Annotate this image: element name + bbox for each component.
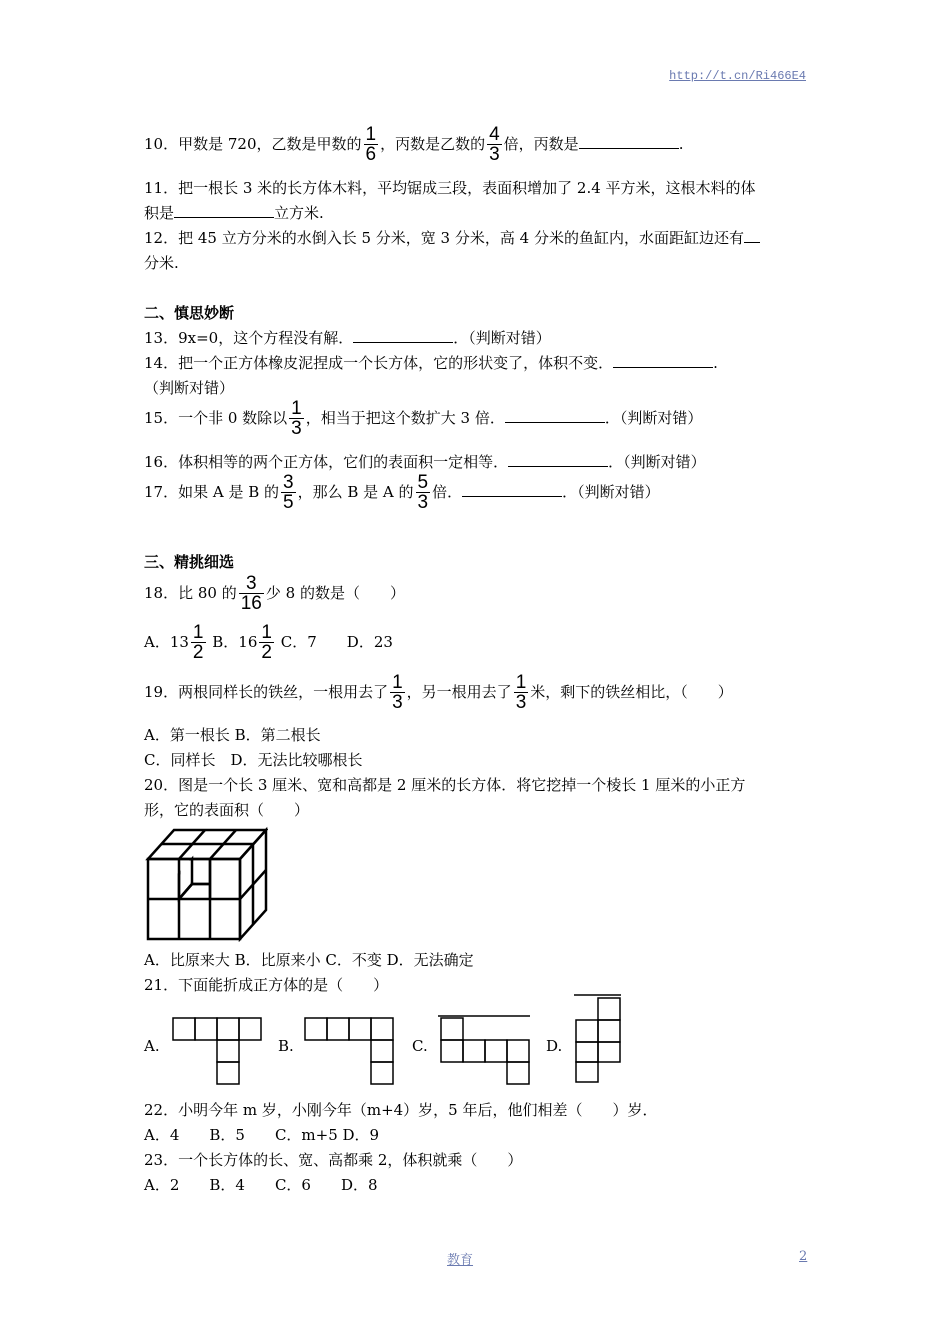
option-a[interactable]: A．13	[144, 633, 189, 651]
fraction-1-2	[259, 624, 274, 662]
q16-text-b: ．（判断对错）	[608, 453, 706, 471]
fraction-1-2	[191, 624, 206, 662]
question-21: 21．下面能折成正方体的是（ ）	[144, 976, 389, 994]
fraction-1-3	[390, 674, 405, 712]
question-19-options-2[interactable]: C．同样长 D．无法比较哪根长	[144, 751, 363, 769]
answer-blank[interactable]	[579, 134, 679, 149]
option-a-label[interactable]: A.	[144, 1037, 160, 1055]
question-15	[144, 400, 702, 438]
q19-text-b: ，另一根用去了	[406, 683, 512, 701]
numerator: 1	[192, 622, 204, 643]
option-b-label[interactable]: B.	[278, 1037, 294, 1055]
q17-text-d: ．（判断对错）	[562, 483, 660, 501]
answer-blank[interactable]	[505, 408, 605, 423]
fraction-1-3	[514, 674, 529, 712]
q14-text-a: 14．把一个正方体橡皮泥捏成一个长方体，它的形状变了，体积不变．	[144, 354, 614, 372]
fraction-1-6	[364, 126, 379, 164]
denominator: 3	[489, 144, 500, 165]
question-14-line-1	[144, 353, 718, 373]
denominator: 3	[392, 692, 403, 713]
question-23-options[interactable]: A．2 B．4 C．6 D．8	[144, 1176, 378, 1194]
question-19-options-1[interactable]: A．第一根长 B．第二根长	[144, 726, 321, 744]
fraction-4-3	[487, 126, 502, 164]
denominator: 2	[192, 642, 204, 663]
denominator: 6	[365, 144, 377, 165]
answer-blank[interactable]	[508, 452, 608, 467]
cube-net-option-a[interactable]	[172, 1017, 264, 1085]
numerator: 3	[246, 573, 257, 594]
question-23: 23．一个长方体的长、宽、高都乘 2，体积就乘（ ）	[144, 1151, 523, 1169]
q15-text-a: 15．一个非 0 数除以	[144, 409, 288, 427]
question-17	[144, 474, 660, 512]
question-22-options[interactable]: A．4 B．5 C．m+5 D．9	[144, 1126, 380, 1144]
q11-text-b: 立方米.	[274, 204, 324, 222]
question-11-line-2	[144, 203, 324, 223]
answer-blank[interactable]	[744, 228, 760, 243]
options-c-d[interactable]: C．7 D．23	[280, 633, 393, 651]
q14-text-b: .	[713, 354, 718, 372]
denominator: 3	[515, 692, 527, 713]
section-2-title: 二、慎思妙断	[144, 304, 235, 322]
numerator: 1	[365, 124, 377, 145]
page-number: 2	[799, 1249, 808, 1264]
numerator: 1	[261, 622, 272, 643]
denominator: 16	[240, 593, 262, 614]
numerator: 3	[283, 472, 294, 493]
numerator: 5	[417, 472, 429, 493]
cube-net-option-b[interactable]	[304, 1017, 398, 1085]
fraction-5-3	[416, 474, 431, 512]
q18-text-a: 18．比 80 的	[144, 584, 237, 602]
q10-text-c: 倍，丙数是	[503, 135, 579, 153]
q15-text-c: ．（判断对错）	[604, 409, 703, 427]
question-16	[144, 452, 706, 472]
question-22: 22．小明今年 m 岁，小刚今年（m+4）岁，5 年后，他们相差（ ）岁．	[144, 1101, 658, 1119]
question-12-line-2: 分米.	[144, 254, 179, 272]
question-18	[144, 575, 405, 613]
numerator: 1	[515, 672, 527, 693]
question-20-line-2: 形，它的表面积（ ）	[144, 801, 310, 819]
header-url-link[interactable]: http://t.cn/Ri466E4	[669, 69, 806, 83]
option-d-label[interactable]: D.	[546, 1037, 563, 1055]
q11-text-a: 积是	[144, 204, 175, 222]
numerator: 1	[392, 672, 403, 693]
q17-text-b: ，那么 B 是 A 的	[297, 483, 414, 501]
q13-text-b: ．（判断对错）	[453, 329, 551, 347]
denominator: 2	[261, 642, 272, 663]
cuboid-with-cube-removed-figure	[144, 826, 268, 942]
question-18-options	[144, 624, 393, 662]
denominator: 5	[283, 492, 294, 513]
question-14-line-2: （判断对错）	[144, 379, 235, 397]
question-20-line-1: 20．图是一个长 3 厘米、宽和高都是 2 厘米的长方体．将它挖掉一个棱长 1 厘米的小正方	[144, 776, 746, 794]
q10-text-a: 10．甲数是 720，乙数是甲数的	[144, 135, 362, 153]
fraction-3-5	[281, 474, 296, 512]
answer-blank[interactable]	[613, 353, 713, 368]
fraction-3-16	[239, 575, 264, 613]
q10-text-b: ，丙数是乙数的	[380, 135, 486, 153]
denominator: 3	[291, 418, 302, 439]
q15-text-b: ，相当于把这个数扩大 3 倍．	[305, 409, 505, 427]
answer-blank[interactable]	[353, 328, 453, 343]
q13-text-a: 13．9x=0，这个方程没有解．	[144, 329, 354, 347]
q18-text-b: 少 8 的数是（ ）	[265, 584, 405, 602]
answer-blank[interactable]	[174, 203, 274, 218]
q17-text-c: 倍．	[432, 483, 463, 501]
numerator: 1	[291, 398, 302, 419]
question-20-options[interactable]: A．比原来大 B．比原来小 C．不变 D．无法确定	[144, 951, 474, 969]
answer-blank[interactable]	[462, 482, 562, 497]
q10-text-d: .	[678, 135, 684, 153]
cube-net-option-c[interactable]	[438, 1014, 532, 1085]
option-b[interactable]: B．16	[212, 633, 258, 651]
fraction-1-3	[289, 400, 304, 438]
q12-text: 12．把 45 立方分米的水倒入长 5 分米，宽 3 分米，高 4 分米的鱼缸内，水面距缸边还有	[144, 229, 744, 247]
q17-text-a: 17．如果 A 是 B 的	[144, 483, 280, 501]
question-10	[144, 126, 683, 164]
question-11-line-1: 11．把一根长 3 米的长方体木料，平均锯成三段，表面积增加了 2.4 平方米，这根木料的体	[144, 179, 756, 197]
question-13	[144, 328, 551, 348]
option-c-label[interactable]: C.	[412, 1037, 428, 1055]
section-3-title: 三、精挑细选	[144, 553, 235, 571]
question-12-line-1	[144, 228, 760, 248]
denominator: 3	[417, 492, 429, 513]
q19-text-a: 19．两根同样长的铁丝，一根用去了	[144, 683, 389, 701]
q19-text-c: 米，剩下的铁丝相比，（ ）	[530, 683, 733, 701]
numerator: 4	[489, 124, 500, 145]
question-19	[144, 674, 733, 712]
q16-text-a: 16．体积相等的两个正方体，它们的表面积一定相等．	[144, 453, 509, 471]
footer-center-link[interactable]: 教育	[447, 1253, 474, 1268]
cube-net-option-d[interactable]	[573, 994, 623, 1085]
